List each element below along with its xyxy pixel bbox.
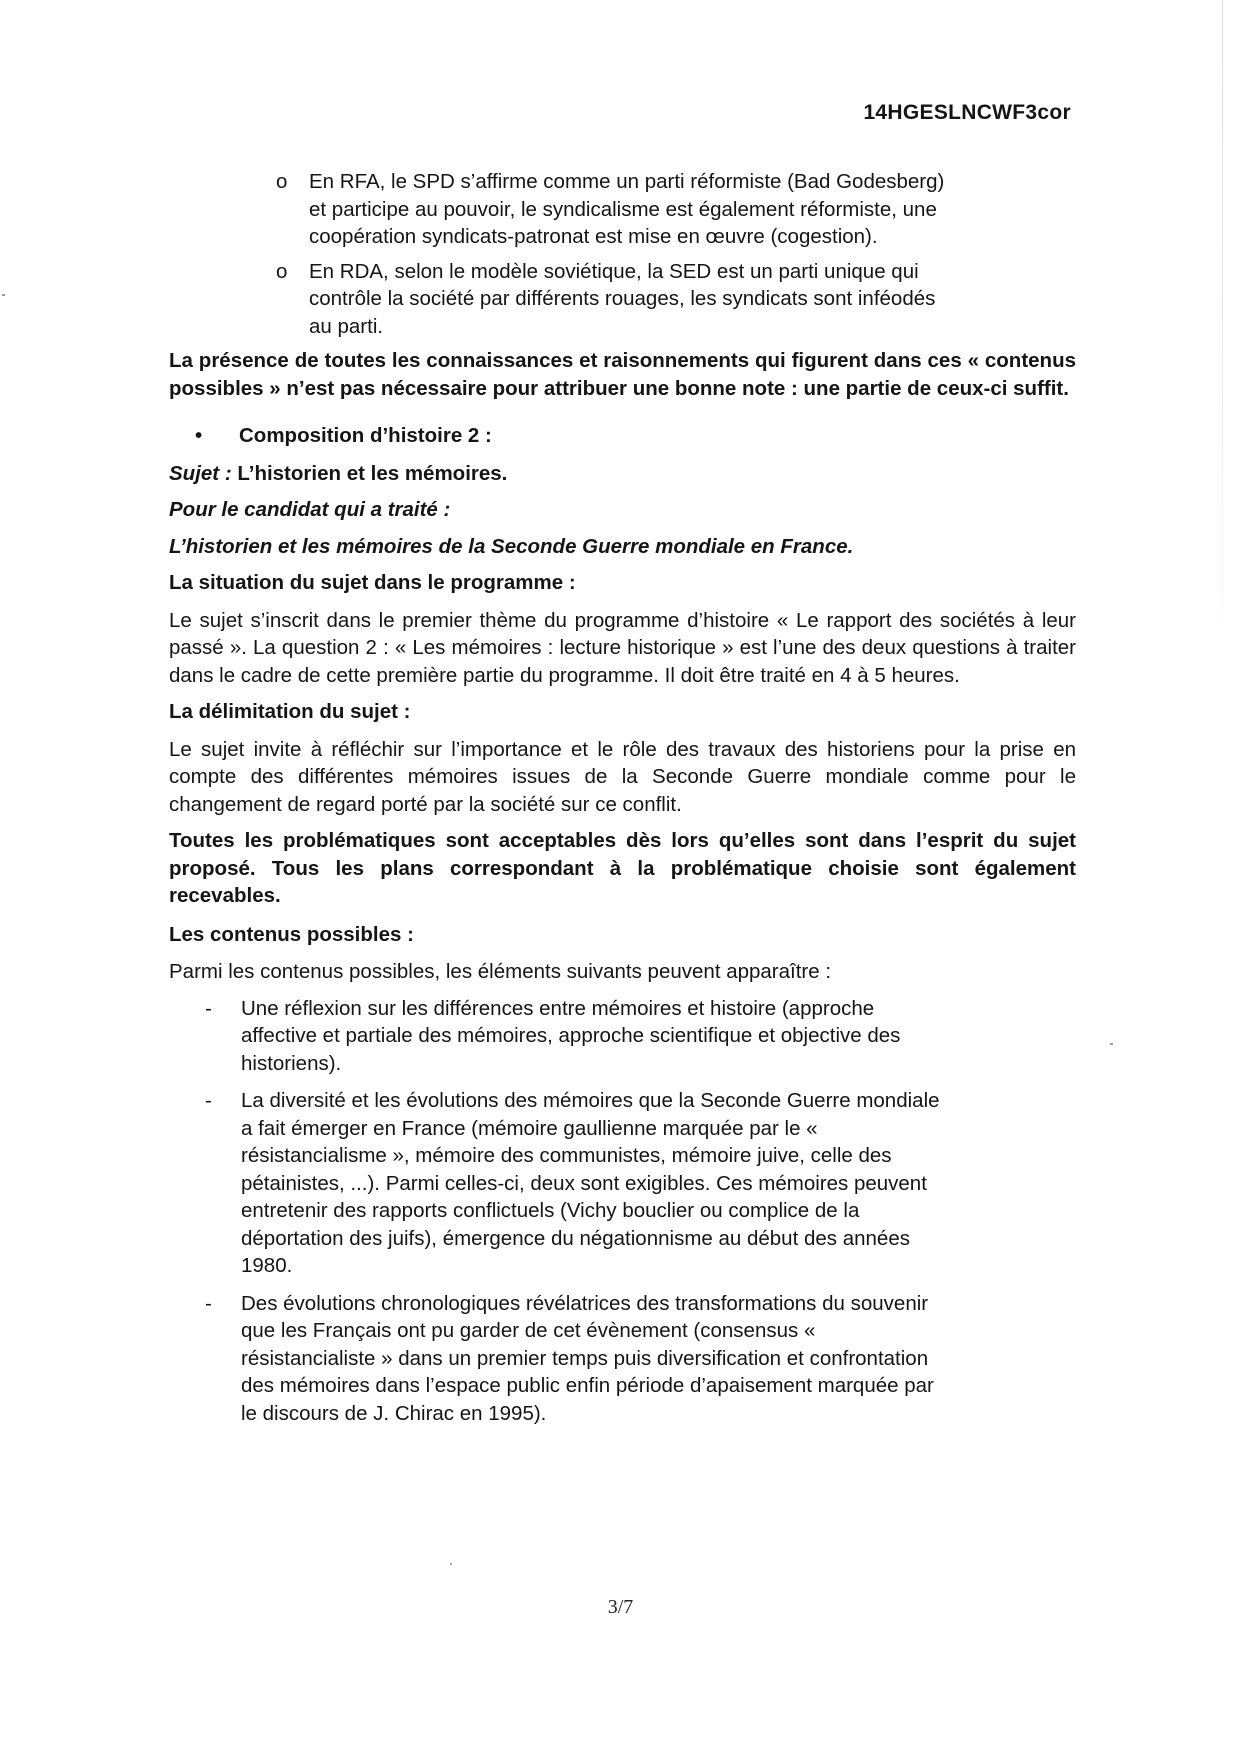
situation-heading: La situation du sujet dans le programme :	[169, 571, 576, 594]
delimitation-text: Le sujet invite à réfléchir sur l’importance et le rôle des travaux des historiens pour la prise en compte des différentes mémoires issues de la Seconde Guerre mondiale comme pour le changement de regard porté par la société sur ce conflit.	[169, 737, 1076, 816]
list-item-line: a fait émerger en France (mémoire gaullienne marquée par le «	[241, 1116, 818, 1140]
list-item-line: Des évolutions chronologiques révélatrices des transformations du souvenir	[241, 1291, 929, 1315]
list-item-line: La diversité et les évolutions des mémoires que la Seconde Guerre mondiale	[241, 1089, 940, 1112]
dash-marker: -	[205, 1291, 212, 1315]
bullet-marker: •	[195, 424, 203, 447]
dash-marker: -	[205, 996, 212, 1020]
dash-marker: -	[205, 1089, 212, 1112]
subject-value: L’historien et les mémoires.	[231, 461, 508, 485]
scan-artifact	[1110, 1043, 1113, 1045]
bullet-marker: o	[276, 170, 288, 193]
list-item	[169, 258, 1076, 341]
composition-heading	[169, 422, 1076, 450]
list-item-line: résistancialiste » dans un premier temps puis diversification et confrontation	[241, 1346, 929, 1370]
situation-text: Le sujet s’inscrit dans le premier thème du programme d’histoire « Le rapport des sociétés à leur passé ». La question 2 : « Les mémoires : lecture historique » est l’une des deux questions à traiter dans le cadre de cette première partie du programme. Il doit être traité en 4 à 5 heures.	[169, 608, 1076, 687]
list-item-line: entretenir des rapports conflictuels (Vichy bouclier ou complice de la	[241, 1199, 860, 1222]
list-item-line: déportation des juifs), émergence du négationnisme au début des années	[241, 1226, 910, 1250]
list-item-line: Une réflexion sur les différences entre mémoires et histoire (approche	[241, 996, 875, 1020]
scan-artifact	[450, 1563, 452, 1565]
subject-line	[169, 460, 1076, 488]
list-item	[169, 1087, 1076, 1280]
list-item	[169, 1290, 1076, 1428]
problematics-text: Toutes les problématiques sont acceptables dès lors qu’elles sont dans l’esprit du sujet proposé. Tous les plans correspondant à la problématique choisie sont également recevables.	[169, 829, 1076, 907]
list-item-line: 1980.	[241, 1254, 293, 1277]
grading-notice: La présence de toutes les connaissances et raisonnements qui figurent dans ces « contenus possibles » n’est pas nécessaire pour attribuer une bonne note : une partie de ceux-ci suffit.	[169, 349, 1076, 400]
candidate-line: Pour le candidat qui a traité :	[169, 498, 451, 521]
treated-subject: L’historien et les mémoires de la Seconde Guerre mondiale en France.	[169, 534, 854, 558]
list-item-line: En RDA, selon le modèle soviétique, la SED est un parti unique qui	[309, 259, 919, 283]
list-item-line: des mémoires dans l’espace public enfin période d’apaisement marquée par	[241, 1374, 934, 1397]
subject-label: Sujet :	[169, 461, 232, 485]
list-item-line: résistancialisme », mémoire des communistes, mémoire juive, celle des	[241, 1144, 892, 1167]
list-item-line: que les Français ont pu garder de cet évènement (consensus «	[241, 1319, 816, 1342]
delimitation-heading: La délimitation du sujet :	[169, 700, 411, 723]
list-item-line: coopération syndicats-patronat est mise en œuvre (cogestion).	[309, 225, 878, 248]
list-item-line: au parti.	[309, 314, 384, 338]
contents-intro: Parmi les contenus possibles, les éléments suivants peuvent apparaître :	[169, 960, 832, 983]
page-content	[169, 168, 1076, 1437]
contents-heading: Les contenus possibles :	[169, 922, 414, 946]
scan-artifact	[2, 294, 5, 296]
list-item	[169, 168, 1076, 251]
list-item-line: En RFA, le SPD s’affirme comme un parti réformiste (Bad Godesberg)	[309, 170, 945, 193]
list-item-line: pétainistes, ...). Parmi celles-ci, deux sont exigibles. Ces mémoires peuvent	[241, 1171, 927, 1195]
list-item-line: affective et partiale des mémoires, approche scientifique et objective des	[241, 1024, 901, 1047]
list-item-line: le discours de J. Chirac en 1995).	[241, 1401, 547, 1425]
list-item-line: et participe au pouvoir, le syndicalisme est également réformiste, une	[309, 197, 937, 221]
list-item-line: historiens).	[241, 1051, 342, 1075]
list-item-line: contrôle la société par différents rouages, les syndicats sont inféodés	[309, 287, 936, 310]
page-number: 3/7	[607, 1596, 634, 1618]
composition-heading-text: Composition d’histoire 2 :	[239, 424, 492, 447]
scan-edge-line	[1222, 0, 1223, 700]
list-item	[169, 995, 1076, 1078]
document-code: 14HGESLNCWF3cor	[863, 101, 1071, 124]
bullet-marker: o	[276, 259, 288, 283]
